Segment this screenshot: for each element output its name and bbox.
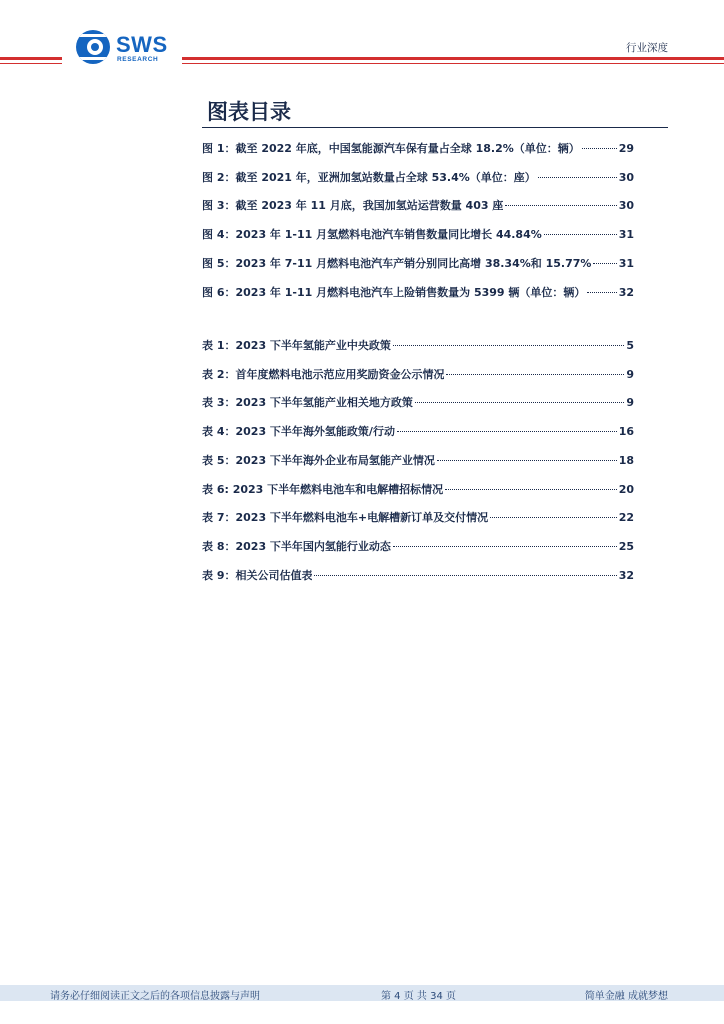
page-footer [0,985,724,1001]
entry-label: 图 1：截至 2022 年底，中国氢能源汽车保有量占全球 18.2%（单位：辆） [202,142,580,155]
table-entry-8[interactable] [202,538,634,556]
company-logo [76,30,176,66]
dot-leader [538,177,617,178]
entry-page: 20 [618,483,634,496]
entry-page: 16 [618,425,634,438]
dot-leader [446,374,624,375]
figure-entry-5[interactable] [202,255,634,273]
figure-entry-3[interactable] [202,197,634,215]
entry-page: 9 [626,396,634,409]
entry-label: 表 8：2023 下半年国内氢能行业动态 [202,540,391,553]
entry-label: 图 5：2023 年 7-11 月燃料电池汽车产销分别同比高增 38.34%和 15.77% [202,257,592,270]
title-divider [202,127,668,128]
entry-label: 表 2：首年度燃料电池示范应用奖励资金公示情况 [202,368,445,381]
dot-leader [397,431,617,432]
dot-leader [393,546,617,547]
table-entry-6[interactable] [202,481,634,499]
dot-leader [505,205,616,206]
dot-leader [593,263,616,264]
dot-leader [544,234,617,235]
entry-label: 图 4：2023 年 1-11 月氢燃料电池汽车销售数量同比增长 44.84% [202,228,542,241]
table-entry-4[interactable] [202,423,634,441]
figure-entry-2[interactable] [202,169,634,187]
section-label: 行业深度 [626,42,668,54]
dot-leader [445,489,617,490]
header-rule-right [182,57,724,60]
entry-label: 图 6：2023 年 1-11 月燃料电池汽车上险销售数量为 5399 辆（单位：辆） [202,286,586,299]
entry-page: 31 [618,228,634,241]
footer-slogan: 简单金融 成就梦想 [584,991,668,1002]
logo-subtext: RESEARCH [117,56,159,63]
dot-leader [314,575,616,576]
dot-leader [393,345,624,346]
table-entry-1[interactable] [202,337,634,355]
header-rule-left-thin [0,63,62,64]
entry-label: 图 2：截至 2021 年，亚洲加氢站数量占全球 53.4%（单位：座） [202,171,536,184]
header-rule-right-thin [182,63,724,64]
header-rule-left [0,57,62,60]
entry-label: 表 6: 2023 下半年燃料电池车和电解槽招标情况 [202,483,444,496]
figure-entry-1[interactable] [202,140,634,158]
entry-page: 18 [618,454,634,467]
dot-leader [582,148,617,149]
table-entry-7[interactable] [202,509,634,527]
entry-page: 31 [618,257,634,270]
dot-leader [415,402,624,403]
footer-page-info: 第 4 页 共 34 页 [381,991,456,1002]
logo-globe-icon [76,30,110,64]
entry-page: 25 [618,540,634,553]
entry-page: 5 [626,339,634,352]
table-entry-9[interactable] [202,567,634,585]
table-entry-3[interactable] [202,394,634,412]
entry-label: 表 1：2023 下半年氢能产业中央政策 [202,339,391,352]
entry-page: 32 [618,286,634,299]
footer-disclaimer: 请务必仔细阅读正文之后的各项信息披露与声明 [50,991,260,1002]
figure-entry-4[interactable] [202,226,634,244]
entry-label: 表 4：2023 下半年海外氢能政策/行动 [202,425,395,438]
entry-label: 表 3：2023 下半年氢能产业相关地方政策 [202,396,413,409]
entry-label: 图 3：截至 2023 年 11 月底，我国加氢站运营数量 403 座 [202,199,504,212]
entry-page: 22 [618,511,634,524]
dot-leader [587,292,616,293]
table-entry-2[interactable] [202,366,634,384]
page-title: 图表目录 [207,100,291,124]
logo-text: SWS [116,32,168,57]
entry-page: 9 [626,368,634,381]
figure-entry-6[interactable] [202,284,634,302]
entry-page: 32 [618,569,634,582]
dot-leader [437,460,617,461]
entry-label: 表 9：相关公司估值表 [202,569,313,582]
entry-page: 29 [618,142,634,155]
entry-label: 表 7：2023 下半年燃料电池车+电解槽新订单及交付情况 [202,511,489,524]
entry-page: 30 [618,171,634,184]
dot-leader [490,517,617,518]
entry-label: 表 5：2023 下半年海外企业布局氢能产业情况 [202,454,435,467]
table-entry-5[interactable] [202,452,634,470]
entry-page: 30 [618,199,634,212]
